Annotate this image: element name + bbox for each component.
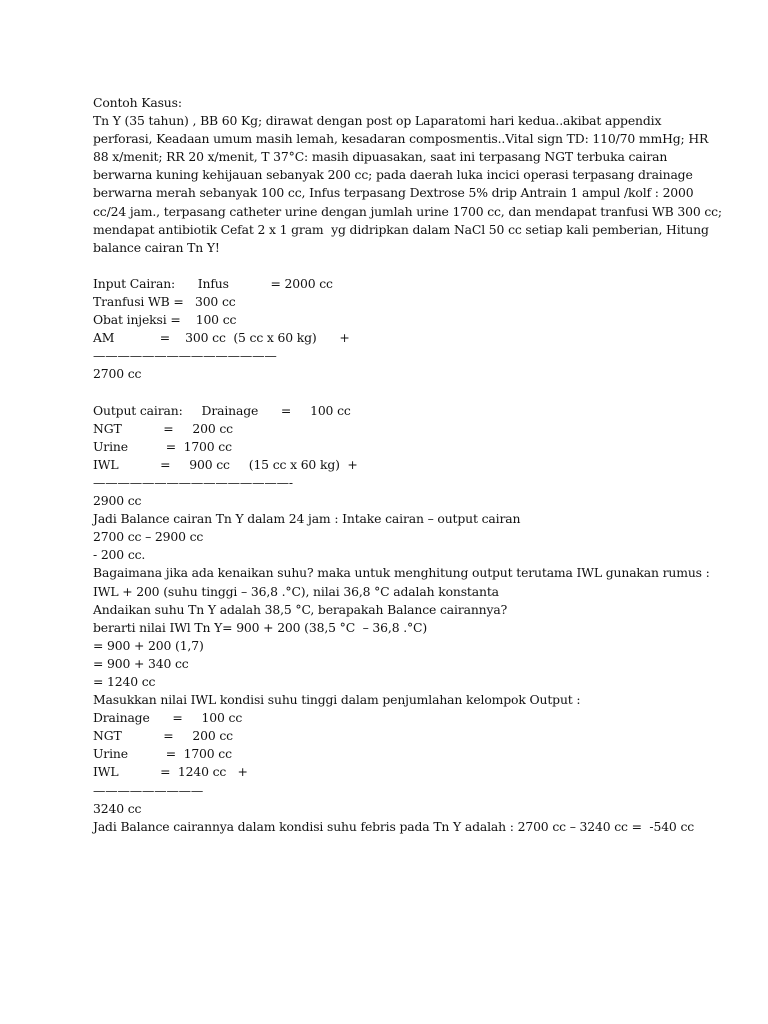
case-line: berwarna kuning kehijauan sebanyak 200 cc; pada daerah luka incici operasi terpasang drainage (93, 167, 693, 183)
iwl-calculation-step: = 900 + 200 (1,7) (93, 637, 204, 653)
output-line: Urine = 1700 cc (93, 746, 232, 762)
output-line: Urine = 1700 cc (93, 438, 232, 454)
output-line: NGT = 200 cc (93, 420, 233, 436)
input-calculation (93, 275, 748, 384)
sum-divider: ——————————————— (93, 348, 277, 364)
input-line: AM = 300 cc (5 cc x 60 kg) + (93, 330, 350, 346)
output-line: IWL = 1240 cc + (93, 764, 248, 780)
output-line: IWL = 900 cc (15 cc x 60 kg) + (93, 456, 358, 472)
case-line: mendapat antibiotik Cefat 2 x 1 gram yg didripkan dalam NaCl 50 cc setiap kali pemberian, Hitung (93, 221, 709, 237)
output-calculation (93, 402, 748, 836)
input-total: 2700 cc (93, 366, 142, 382)
blank-line (93, 384, 748, 402)
iwl-calculation-result: = 1240 cc (93, 674, 156, 689)
sum-divider: ————————————————- (93, 474, 293, 490)
case-line: balance cairan Tn Y! (93, 239, 220, 255)
case-line: Tn Y (35 tahun) , BB 60 Kg; dirawat dengan post op Laparatomi hari kedua..akibat appendix (93, 113, 662, 129)
temperature-assumption: Andaikan suhu Tn Y adalah 38,5 °C, berapakah Balance cairannya? (93, 601, 508, 617)
case-line: berwarna merah sebanyak 100 cc, Infus terpasang Dextrose 5% drip Antrain 1 ampul /kolf : 2000 (93, 185, 694, 201)
output-line: Output cairan: Drainage = 100 cc (93, 402, 351, 418)
balance-result: - 200 cc. (93, 547, 146, 563)
final-balance-statement: Jadi Balance cairannya dalam kondisi suhu febris pada Tn Y adalah : 2700 cc – 3240 cc = -540 cc (93, 818, 695, 834)
balance-statement: Jadi Balance cairan Tn Y dalam 24 jam : Intake cairan – output cairan (93, 511, 521, 527)
case-line: perforasi, Keadaan umum masih lemah, kesadaran composmentis..Vital sign TD: 110/70 mmHg; HR (93, 131, 709, 147)
document-body (93, 94, 748, 836)
output-line: NGT = 200 cc (93, 728, 233, 744)
iwl-formula: IWL + 200 (suhu tinggi – 36,8 .°C), nilai 36,8 °C adalah konstanta (93, 583, 499, 599)
output-line: Drainage = 100 cc (93, 710, 243, 726)
case-line: cc/24 jam., terpasang catheter urine dengan jumlah urine 1700 cc, dan mendapat tranfusi WB 300 cc; (93, 203, 722, 219)
balance-formula: 2700 cc – 2900 cc (93, 529, 204, 545)
input-line: Tranfusi WB = 300 cc (93, 294, 236, 310)
output-total: 3240 cc (93, 800, 142, 816)
output-recalc-intro: Masukkan nilai IWL kondisi suhu tinggi dalam penjumlahan kelompok Output : (93, 692, 581, 708)
case-title: Contoh Kasus: (93, 95, 182, 110)
input-line: Input Cairan: Infus = 2000 cc (93, 275, 333, 291)
case-line: 88 x/menit; RR 20 x/menit, T 37°C: masih dipuasakan, saat ini terpasang NGT terbuka cairan (93, 149, 668, 165)
output-total: 2900 cc (93, 493, 142, 509)
fever-question: Bagaimana jika ada kenaikan suhu? maka untuk menghitung output terutama IWL gunakan rumus : (93, 565, 710, 581)
input-line: Obat injeksi = 100 cc (93, 312, 237, 328)
case-description (93, 112, 748, 257)
blank-line (93, 257, 748, 275)
sum-divider: ————————— (93, 782, 204, 798)
iwl-calculation: berarti nilai IWl Tn Y= 900 + 200 (38,5 °C – 36,8 .°C) (93, 619, 428, 635)
iwl-calculation-step: = 900 + 340 cc (93, 655, 189, 671)
